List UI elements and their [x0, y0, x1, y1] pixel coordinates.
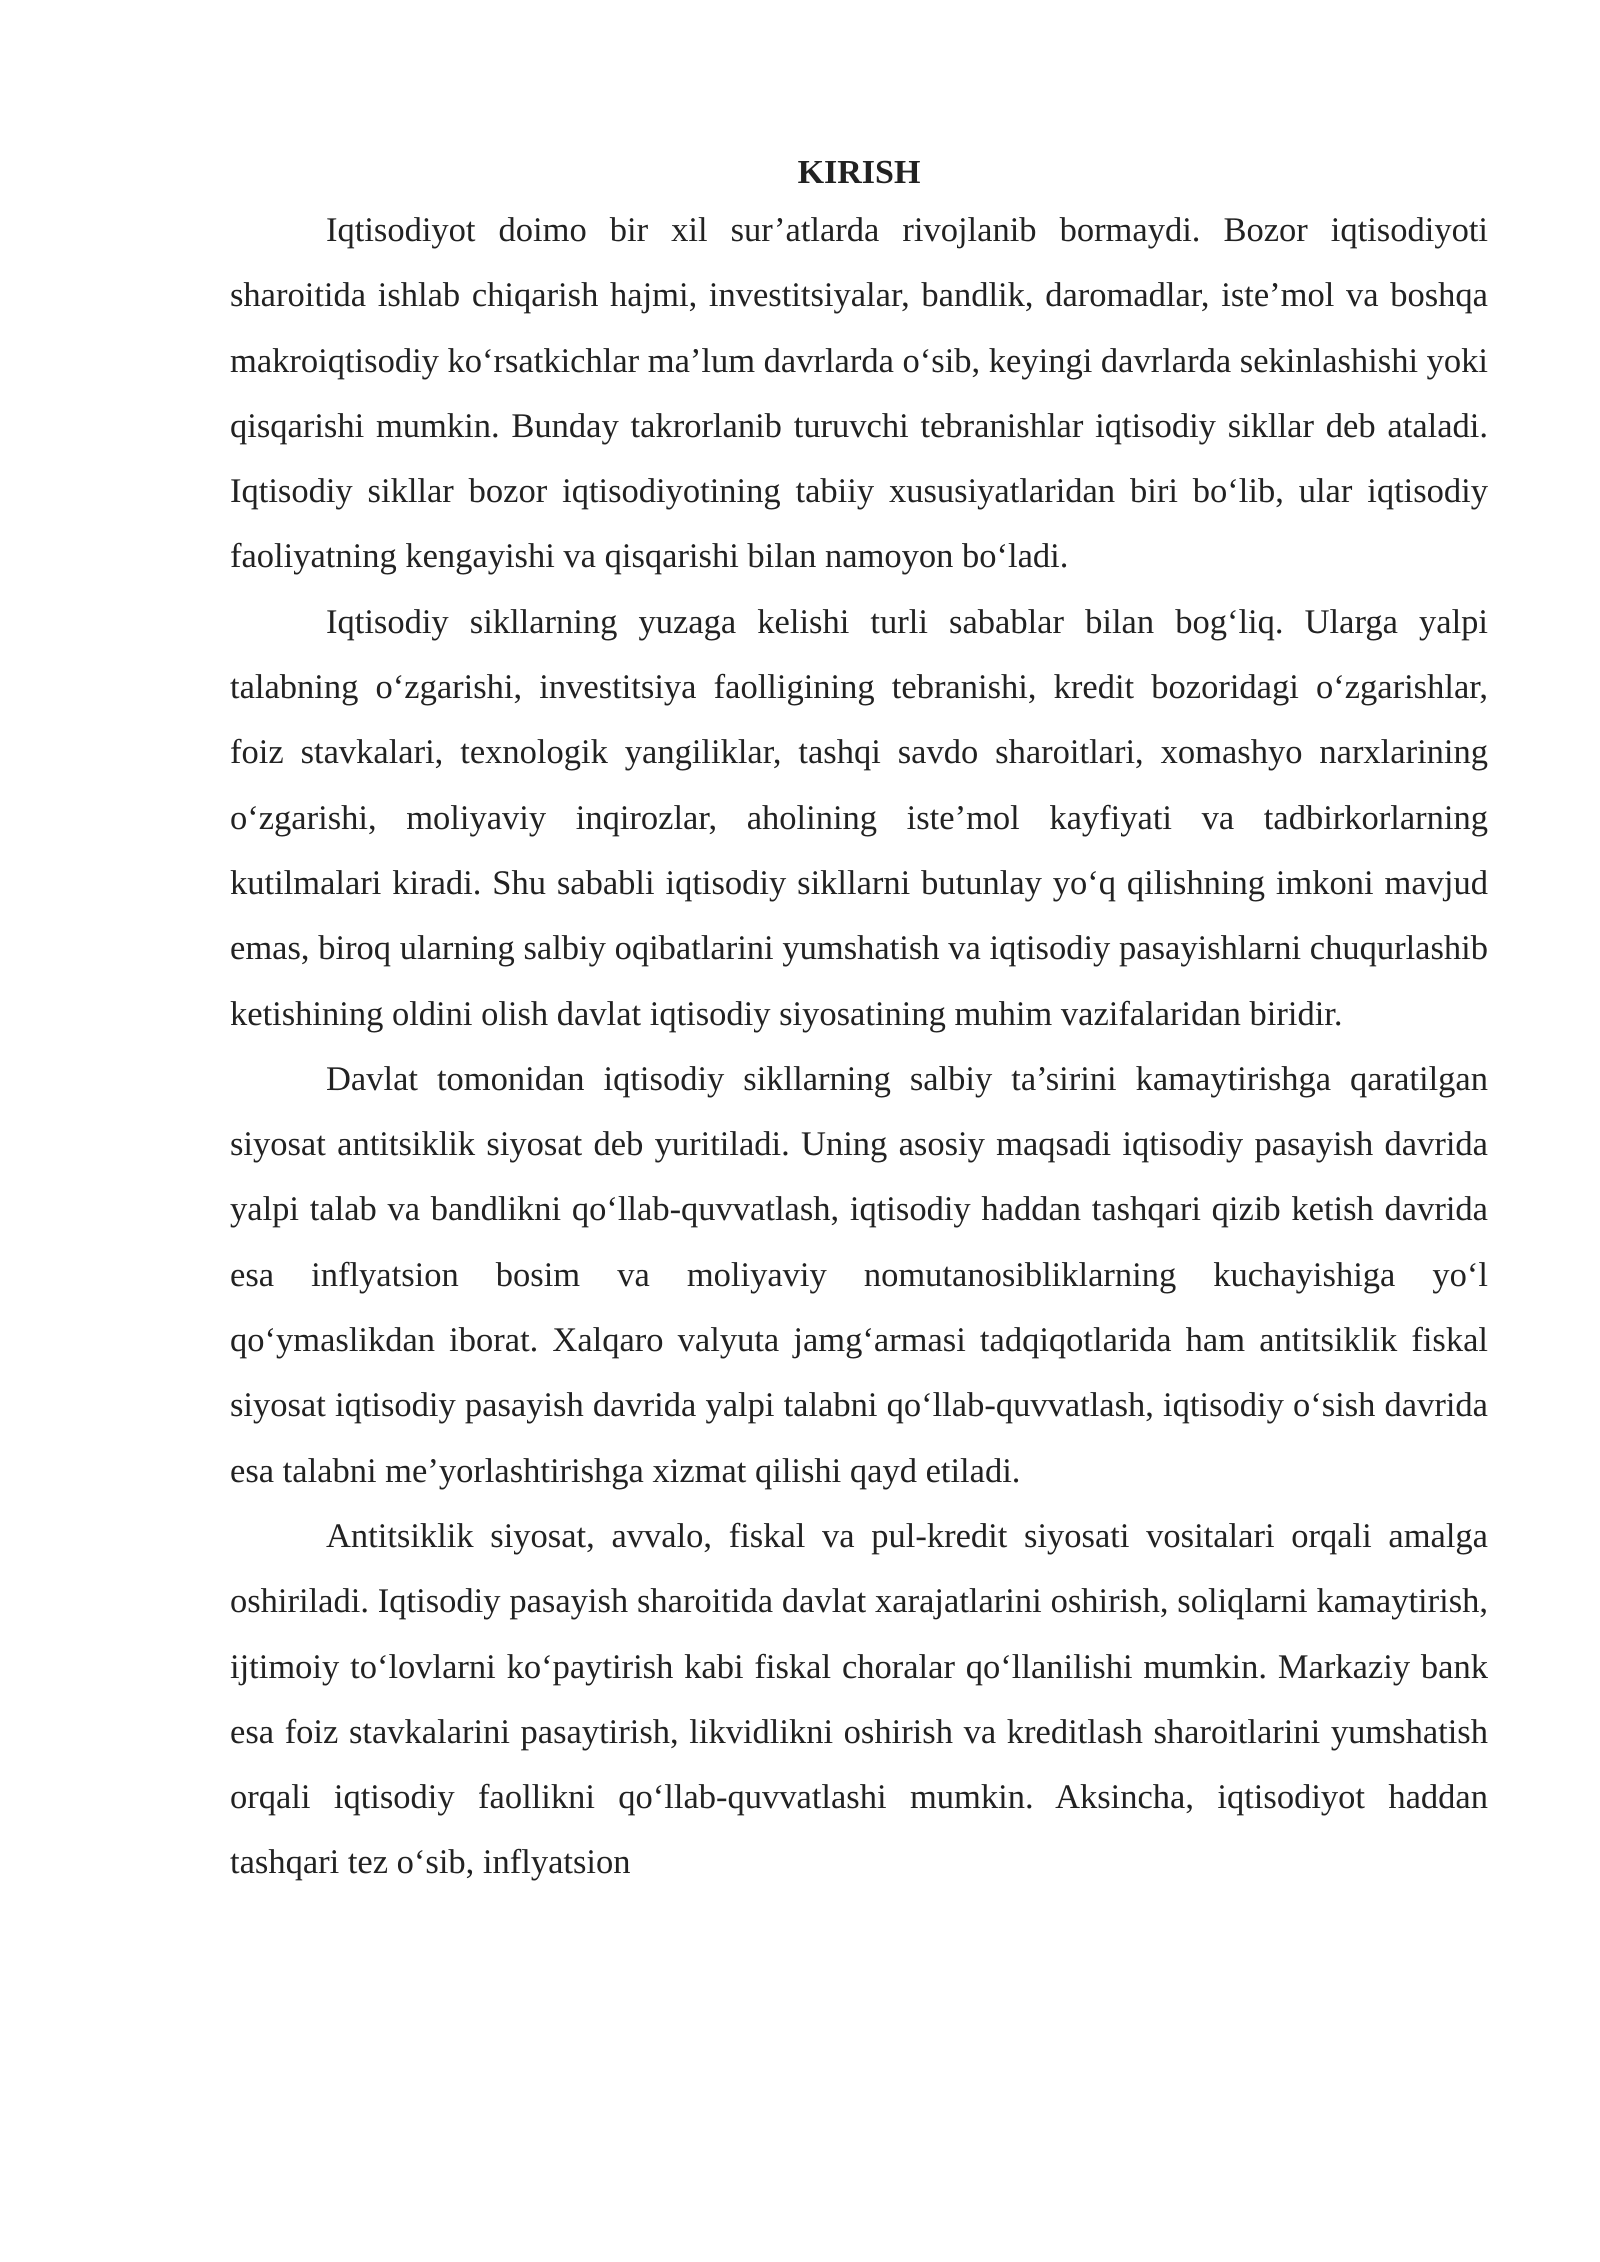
- paragraph-4: Antitsiklik siyosat, avvalo, fiskal va pul-kredit siyosati vositalari orqali amalga oshiriladi. Iqtisodiy pasayish sharoitida davlat xarajatlarini oshirish, soliqlarni kamaytirish, ijtimoiy to‘lovlarni ko‘paytirish kabi fiskal choralar qo‘llanilishi mumkin. Markaziy bank esa foiz stavkalarini pasaytirish, likvidlikni oshirish va kreditlash sharoitlarini yumshatish orqali iqtisodiy faollikni qo‘llab-quvvatlashi mumkin. Aksincha, iqtisodiyot haddan tashqari tez o‘sib, inflyatsion: [230, 1516, 1488, 1882]
- paragraph-3: Davlat tomonidan iqtisodiy sikllarning salbiy ta’sirini kamaytirishga qaratilgan siyosat antitsiklik siyosat deb yuritiladi. Uning asosiy maqsadi iqtisodiy pasayish davrida yalpi talab va bandlikni qo‘llab-quvvatlash, iqtisodiy haddan tashqari qizib ketish davrida esa inflyatsion bosim va moliyaviy nomutanosibliklarning kuchayishiga yo‘l qo‘ymaslikdan iborat. Xalqaro valyuta jamg‘armasi tadqiqotlarida ham antitsiklik fiskal siyosat iqtisodiy pasayish davrida yalpi talabni qo‘llab-quvvatlash, iqtisodiy o‘sish davrida esa talabni me’yorlashtirishga xizmat qilishi qayd etiladi.: [230, 1059, 1488, 1490]
- section-title: KIRISH: [797, 154, 921, 191]
- document-body: [230, 148, 1488, 1896]
- paragraph-1: Iqtisodiyot doimo bir xil sur’atlarda rivojlanib bormaydi. Bozor iqtisodiyoti sharoitida ishlab chiqarish hajmi, investitsiyalar, bandlik, daromadlar, iste’mol va boshqa makroiqtisodiy ko‘rsatkichlar ma’lum davrlarda o‘sib, keyingi davrlarda sekinlashishi yoki qisqarishi mumkin. Bunday takrorlanib turuvchi tebranishlar iqtisodiy sikllar deb ataladi. Iqtisodiy sikllar bozor iqtisodiyotining tabiiy xususiyatlaridan biri bo‘lib, ular iqtisodiy faoliyatning kengayishi va qisqarishi bilan namoyon bo‘ladi.: [230, 211, 1488, 576]
- paragraph-2: Iqtisodiy sikllarning yuzaga kelishi turli sabablar bilan bog‘liq. Ularga yalpi talabning o‘zgarishi, investitsiya faolligining tebranishi, kredit bozoridagi o‘zgarishlar, foiz stavkalari, texnologik yangiliklar, tashqi savdo sharoitlari, xomashyo narxlarining o‘zgarishi, moliyaviy inqirozlar, aholining iste’mol kayfiyati va tadbirkorlarning kutilmalari kiradi. Shu sababli iqtisodiy sikllarni butunlay yo‘q qilishning imkoni mavjud emas, biroq ularning salbiy oqibatlarini yumshatish va iqtisodiy pasayishlarni chuqurlashib ketishining oldini olish davlat iqtisodiy siyosatining muhim vazifalaridan biridir.: [230, 602, 1488, 1033]
